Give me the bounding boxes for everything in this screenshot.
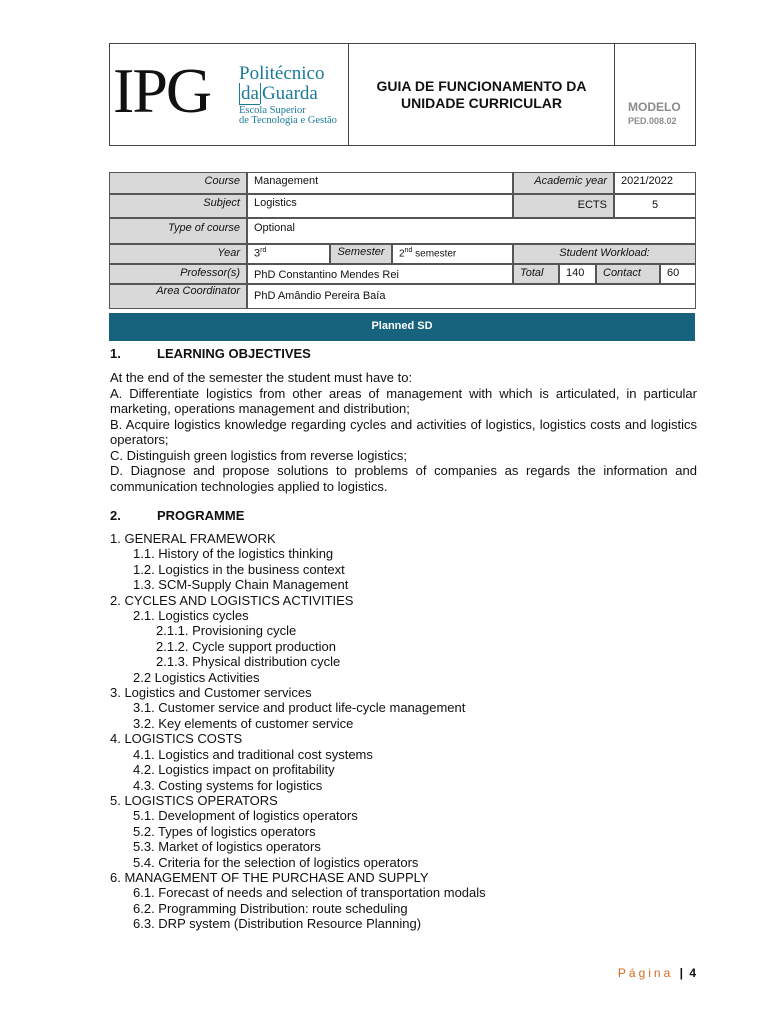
total-value: 140 [559,264,596,284]
total-label: Total [513,264,559,284]
programme-line: 4. LOGISTICS COSTS [110,731,243,747]
learning-objectives [110,370,697,494]
semester-number: 2 [399,248,405,260]
logo-line-2-da: da [241,83,259,104]
programme-line: 2.2 Logistics Activities [133,669,260,685]
programme-line: 1.3. SCM-Supply Chain Management [133,577,349,593]
programme-line: 6.2. Programming Distribution: route scheduling [133,900,408,916]
title-line-2: UNIDADE CURRICULAR [401,95,562,111]
year-value [247,244,330,264]
programme-line: 5.3. Market of logistics operators [133,839,321,855]
page-separator: | [679,966,683,980]
programme-line: 3. Logistics and Customer services [110,685,312,701]
semester-text: semester [415,248,457,260]
page-number: 4 [689,966,696,980]
semester-value [392,244,513,264]
page-footer [618,966,696,980]
programme-line: 1.2. Logistics in the business context [133,561,345,577]
programme-line: 2. CYCLES AND LOGISTICS ACTIVITIES [110,592,354,608]
semester-suffix: nd [404,247,413,254]
programme-line: 5.4. Criteria for the selection of logistics operators [133,854,419,870]
coordinator-label: Area Coordinator [109,284,247,309]
subject-value: Logistics [247,194,513,218]
programme-line: 5.2. Types of logistics operators [133,823,316,839]
academic-year-value: 2021/2022 [614,172,696,194]
ects-label: ECTS [513,194,614,218]
programme-line: 4.2. Logistics impact on profitability [133,762,335,778]
programme-line: 3.1. Customer service and product life-cycle management [133,700,466,716]
course-label: Course [109,172,247,194]
document-title [349,44,615,145]
logo-line-1: Politécnico [239,63,325,84]
model-label: MODELO [628,100,681,114]
title-line-1: GUIA DE FUNCIONAMENTO DA [376,78,587,94]
academic-year-label: Academic year [513,172,614,194]
objective-item: D. Diagnose and propose solutions to problems of companies as regards the information and communication technologies applied to logistics. [110,463,697,494]
ects-value: 5 [614,194,696,218]
section-1-title: LEARNING OBJECTIVES [157,346,311,361]
contact-value: 60 [660,264,696,284]
programme-line: 4.1. Logistics and traditional cost systems [133,746,373,762]
objective-item: C. Distinguish green logistics from reverse logistics; [110,447,407,463]
objective-item: A. Differentiate logistics from other areas of management with which is articulated, in particular marketing, operations management and distribution; [110,385,697,416]
coordinator-value: PhD Amândio Pereira Baía [247,284,696,309]
programme-line: 5. LOGISTICS OPERATORS [110,792,278,808]
subject-label: Subject [109,194,247,218]
page-word: Página [617,966,674,980]
semester-label: Semester [330,244,392,264]
logo-line-4: de Tecnologia e Gestão [239,115,337,126]
model-code: PED.008.02 [628,116,677,126]
programme-line: 2.1.1. Provisioning cycle [156,623,297,639]
section-1-number: 1. [110,346,121,361]
programme-list [110,531,697,932]
institution-logo [110,44,349,145]
year-suffix: rd [260,247,267,254]
section-2-title: PROGRAMME [157,508,245,523]
programme-line: 5.1. Development of logistics operators [133,808,358,824]
model-box [615,44,696,145]
programme-line: 4.3. Costing systems for logistics [133,777,323,793]
type-value: Optional [247,218,696,244]
professor-label: Professor(s) [109,264,247,284]
programme-line: 2.1. Logistics cycles [133,608,249,624]
logo-line-2 [239,83,318,105]
programme-line: 2.1.3. Physical distribution cycle [156,654,341,670]
type-label: Type of course [109,218,247,244]
year-label: Year [109,244,247,264]
logo-line-3: Escola Superior [239,105,306,116]
programme-line: 6.1. Forecast of needs and selection of transportation modals [133,885,486,901]
planned-banner: Planned SD [109,313,695,341]
objective-item: B. Acquire logistics knowledge regarding cycles and activities of logistics, logistics costs and logistics operators; [110,416,697,447]
programme-line: 2.1.2. Cycle support production [156,638,336,654]
programme-line: 3.2. Key elements of customer service [133,715,354,731]
logo-line-2-guarda: Guarda [261,83,318,104]
contact-label: Contact [596,264,660,284]
programme-line: 6. MANAGEMENT OF THE PURCHASE AND SUPPLY [110,869,429,885]
programme-line: 1.1. History of the logistics thinking [133,546,334,562]
workload-label: Student Workload: [513,244,696,264]
logo-letters: IPG [113,55,211,126]
programme-line: 6.3. DRP system (Distribution Resource Planning) [133,916,422,932]
document-header [109,43,696,146]
course-value: Management [247,172,513,194]
section-2-number: 2. [110,508,121,523]
objectives-intro: At the end of the semester the student must have to: [110,370,413,385]
professor-value: PhD Constantino Mendes Rei [247,264,513,284]
year-number: 3 [254,247,261,260]
programme-line: 1. GENERAL FRAMEWORK [110,531,276,546]
